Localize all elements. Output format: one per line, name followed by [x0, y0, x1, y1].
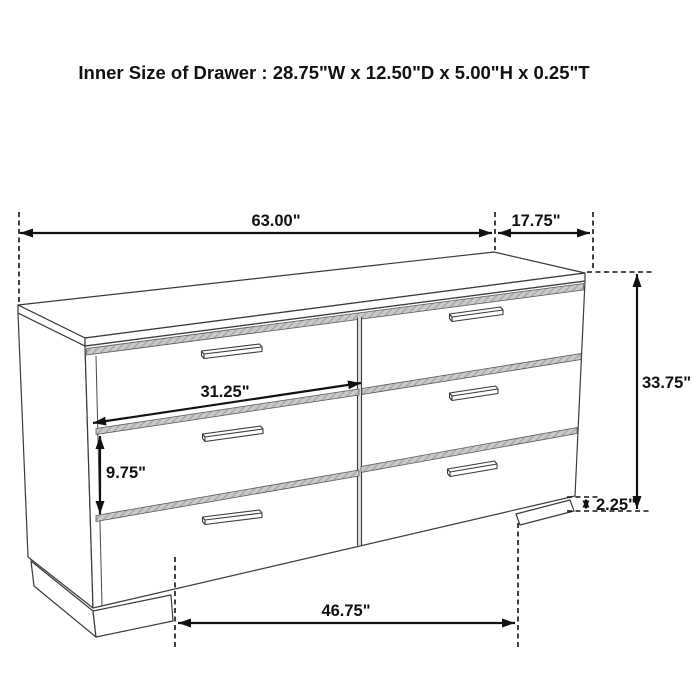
dresser-side-panel: [18, 313, 93, 608]
dimension-top-depth: [498, 212, 590, 233]
dresser-drawing: [18, 252, 585, 637]
top-width-label: 63.00": [251, 212, 301, 230]
dimension-base-span: [178, 602, 515, 623]
base-span-label: 46.75": [321, 602, 371, 620]
top-depth-label: 17.75": [511, 212, 561, 230]
drawer-width-label: 31.25": [200, 383, 250, 401]
base-height-label: 2.25": [596, 496, 636, 514]
drawer-height-label: 9.75": [106, 464, 146, 482]
overall-height-label: 33.75": [642, 374, 692, 392]
inner-drawer-size-note: Inner Size of Drawer : 28.75"W x 12.50"D x 5.00"H x 0.25"T: [78, 62, 590, 83]
dimension-overall-height: [637, 274, 691, 509]
dimension-top-width: [20, 212, 492, 233]
drawer-column-divider: [358, 317, 362, 546]
